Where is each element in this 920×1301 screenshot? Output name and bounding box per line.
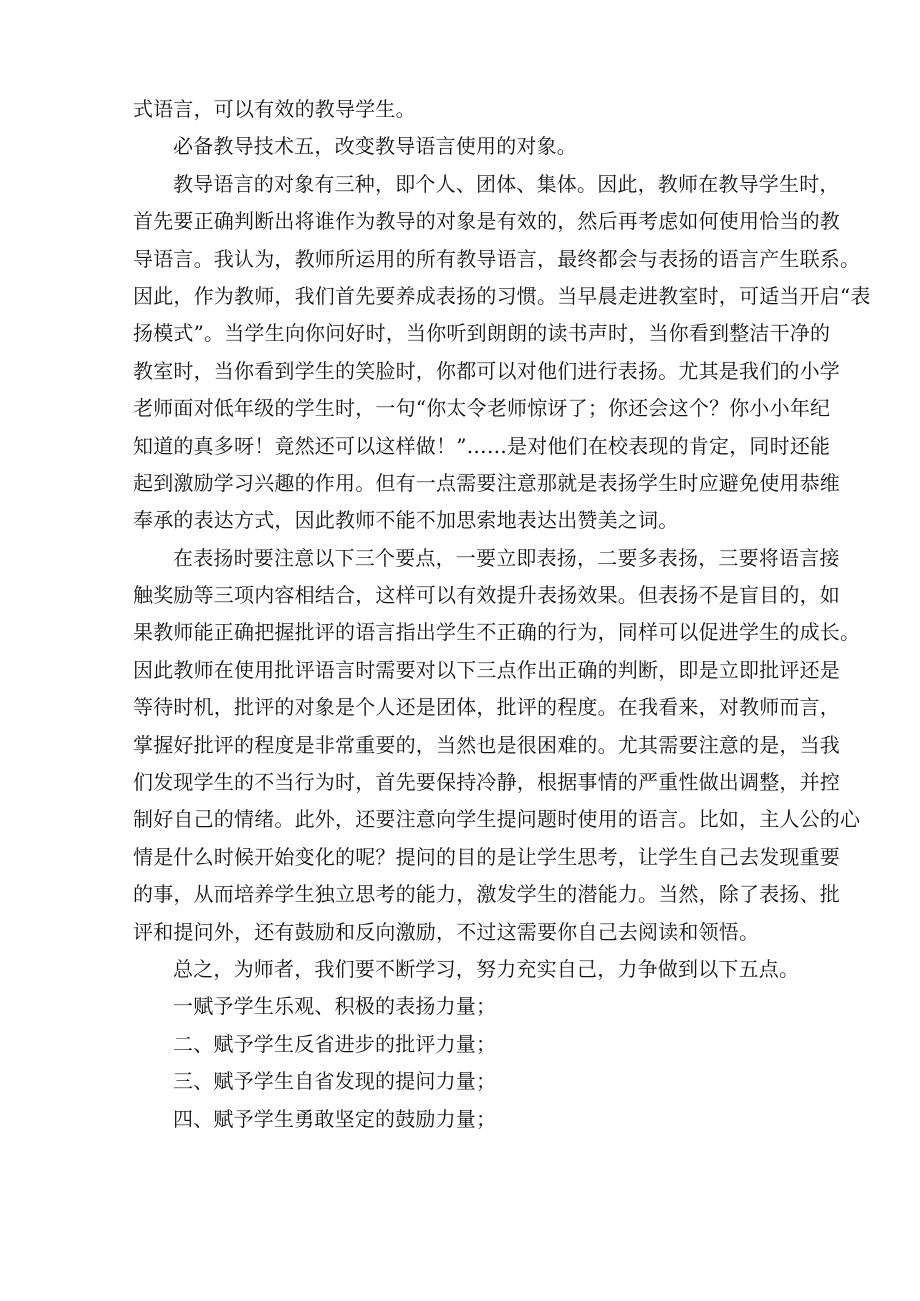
text-line: 果教师能正确把握批评的语言指出学生不正确的行为，同样可以促进学生的成长。 [133,620,861,645]
text-line: 首先要正确判断出将谁作为教导的对象是有效的，然后再考虑如何使用恰当的教 [133,209,840,234]
text-line: 情是什么时候开始变化的呢？提问的目的是让学生思考，让学生自己去发现重要 [133,844,840,869]
text-line: 式语言，可以有效的教导学生。 [133,97,416,121]
text-line: 总之，为师者，我们要不断学习，努力充实自己，力争做到以下五点。 [173,956,800,981]
text-line: 因此，作为教师，我们首先要养成表扬的习惯。当早晨走进教室时，可适当开启“表 [133,283,871,308]
text-line: 掌握好批评的程度是非常重要的，当然也是很困难的。尤其需要注意的是，当我 [133,732,840,757]
text-line: 奉承的表达方式，因此教师不能不加思索地表达出赞美之词。 [133,508,679,533]
text-line: 触奖励等三项内容相结合，这样可以有效提升表扬效果。但表扬不是盲目的，如 [133,583,840,608]
text-line: 老师面对低年级的学生时，一句“你太令老师惊讶了；你还会这个？你小小年纪 [133,396,831,421]
text-line: 们发现学生的不当行为时，首先要保持冷静，根据事情的严重性做出调整，并控 [133,770,840,795]
text-line: 评和提问外，还有鼓励和反向激励，不过这需要你自己去阅读和领悟。 [133,919,760,944]
text-line: 扬模式”。当学生向你问好时，当你听到朗朗的读书声时，当你看到整洁干净的 [133,321,831,346]
text-line: 起到激励学习兴趣的作用。但有一点需要注意那就是表扬学生时应避免使用恭维 [133,470,840,495]
text-line: 三、赋予学生自省发现的提问力量； [173,1069,497,1094]
text-line: 的事，从而培养学生独立思考的能力，激发学生的潜能力。当然，除了表扬、批 [133,882,840,907]
text-line: 导语言。我认为，教师所运用的所有教导语言，最终都会与表扬的语言产生联系。 [133,246,861,271]
text-line: 在表扬时要注意以下三个要点，一要立即表扬，二要多表扬，三要将语言接 [173,545,840,570]
text-line: 二、赋予学生反省进步的批评力量； [173,1031,497,1056]
text-line: 四、赋予学生勇敢坚定的鼓励力量； [173,1106,497,1131]
text-line: 等待时机，批评的对象是个人还是团体，批评的程度。在我看来，对教师而言， [133,695,840,720]
text-line: 教室时，当你看到学生的笑脸时，你都可以对他们进行表扬。尤其是我们的小学 [133,358,840,383]
text-line: 因此教师在使用批评语言时需要对以下三点作出正确的判断，即是立即批评还是 [133,657,840,682]
text-line: 一赋予学生乐观、积极的表扬力量； [173,994,497,1019]
text-line: 必备教导技术五，改变教导语言使用的对象。 [173,134,577,159]
text-line: 教导语言的对象有三种，即个人、团体、集体。因此，教师在教导学生时， [173,171,840,196]
text-line: 制好自己的情绪。此外，还要注意向学生提问题时使用的语言。比如，主人公的心 [133,807,861,832]
text-line: 知道的真多呀！竟然还可以这样做！”……是对他们在校表现的肯定，同时还能 [133,433,831,458]
document-body [133,91,871,1138]
